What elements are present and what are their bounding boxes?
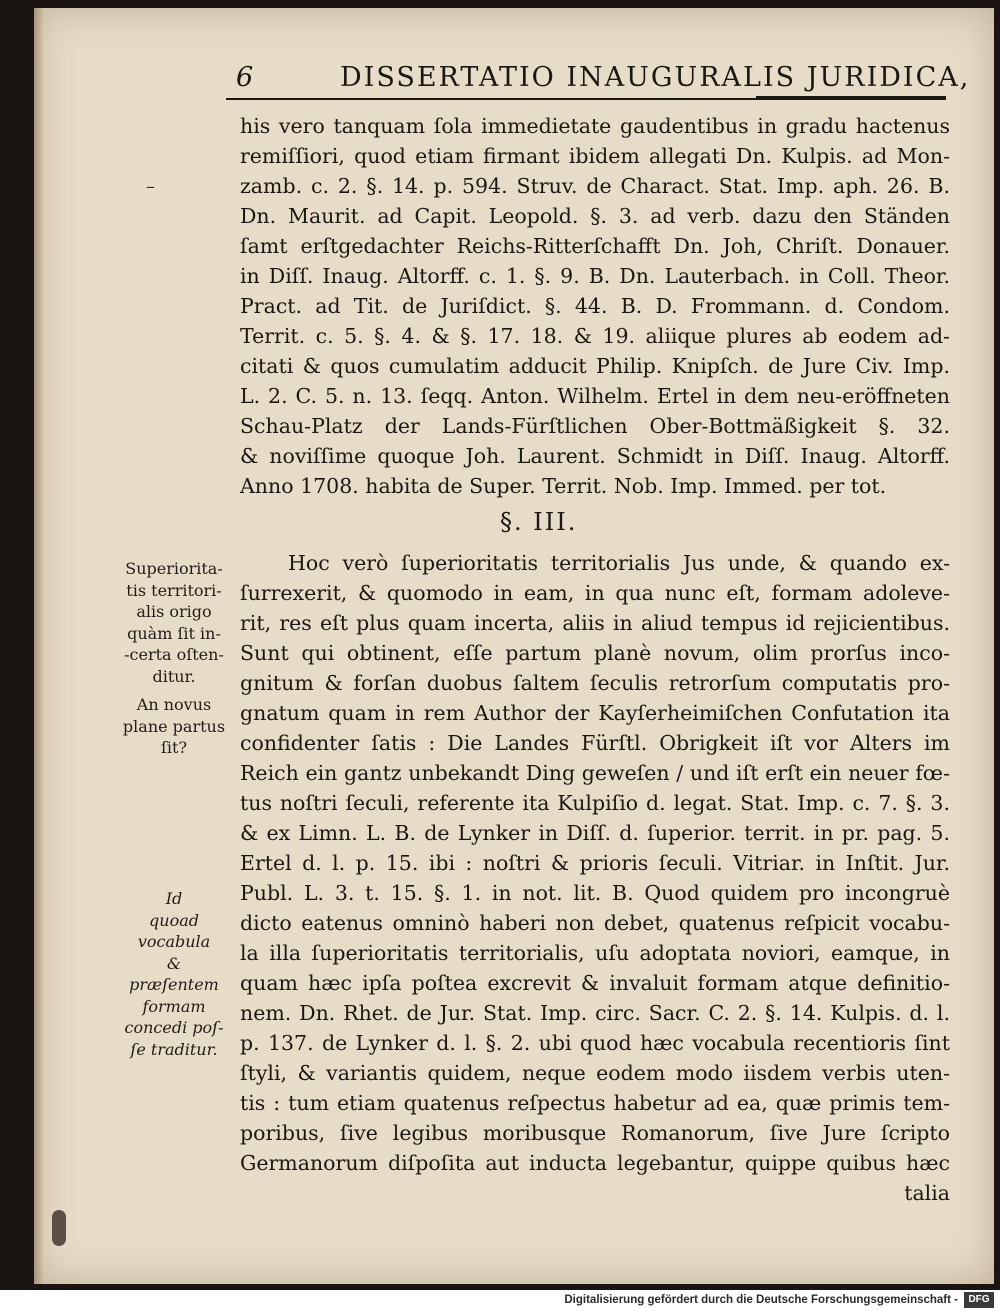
text-line: ſurrexerit, & quomodo in eam, in qua nunc eſt, formam adoleve- (240, 581, 950, 605)
text-line: L. 2. C. 5. n. 13. ſeqq. Anton. Wilhelm. Ertel in dem neu-eröffneten (240, 384, 950, 408)
text-line: rit, res eſt plus quam incerta, aliis in aliud tempus id rejicientibus. (240, 611, 950, 635)
text-line: remiſſiori, quod etiam firmant ibidem allegati Dn. Kulpis. ad Mon- (240, 144, 950, 168)
page-binding-shadow (34, 8, 44, 1284)
text-line: Territ. c. 5. §. 4. & §. 17. 18. & 19. aliique plures ab eodem ad- (240, 324, 950, 348)
text-line: & noviſſime quoque Joh. Laurent. Schmidt in Diſſ. Inaug. Altorff. (240, 444, 950, 468)
margin-note: Id quoad vocabula & præſentem formam concedi poſ- ſe traditur. (124, 889, 224, 1059)
text-line: Sunt qui obtinent, eſſe partum planè novum, olim prorſus inco- (240, 641, 950, 665)
text-line: p. 137. de Lynker d. l. §. 2. ubi quod hæc vocabula recentioris ſint (240, 1031, 950, 1055)
text-line: confidenter ſatis : Die Landes Fürſtl. Obrigkeit iſt vor Alters im (240, 731, 950, 755)
text-line: Reich ein gantz unbekandt Ding geweſen / und iſt erſt ein neuer fœ- (240, 761, 950, 785)
text-line: Hoc verò ſuperioritatis territorialis Jus unde, & quando ex- (288, 551, 950, 575)
text-line: gnatum quam in rem Author der Kayſerheimiſchen Confutation ita (240, 701, 950, 725)
text-line: Schau-Platz der Lands-Fürſtlichen Ober-Bottmäßigkeit §. 32. (240, 414, 950, 438)
margin-note: An novus plane partus ſit? (122, 695, 226, 757)
text-line: zamb. c. 2. §. 14. p. 594. Struv. de Charact. Stat. Imp. aph. 26. B. (240, 174, 950, 198)
header-rule-accent (756, 96, 946, 100)
text-line: dicto eatenus omninò haberi non debet, quatenus reſpicit vocabu- (240, 911, 950, 935)
margin-note: Superiorita- tis territori- alis origo quàm ſit in- -certa oſten- ditur. (124, 559, 224, 686)
text-line: quam hæc ipſa poſtea excrevit & invaluit formam atque definitio- (240, 971, 950, 995)
running-title: DISSERTATIO INAUGURALIS JURIDICA, (340, 62, 971, 93)
dfg-logo: DFG (964, 1292, 994, 1308)
text-line: his vero tanquam ſola immedietate gaudentibus in gradu hactenus (240, 114, 950, 138)
text-line: poribus, ſive legibus moribusque Romanorum, ſive Jure ſcripto (240, 1121, 950, 1145)
margin-dash: – (146, 176, 155, 197)
text-line: Pract. ad Tit. de Juriſdict. §. 44. B. D. Frommann. d. Condom. (240, 294, 950, 318)
page-number: 6 (236, 62, 255, 93)
section-heading: §. III. (500, 508, 578, 536)
text-line: Anno 1708. habita de Super. Territ. Nob. Imp. Immed. per tot. (240, 474, 887, 498)
text-line: ſamt erſtgedachter Reichs-Ritterſchafft Dn. Joh, Chriſt. Donauer. (240, 234, 950, 258)
text-line: gnitum & forſan duobus ſaltem ſeculis retrorſum computatis pro- (240, 671, 950, 695)
text-line: la illa ſuperioritatis territorialis, uſu adoptata noviori, eamque, in (240, 941, 950, 965)
text-line: tis : tum etiam quatenus reſpectus habetur ad ea, quæ primis tem- (240, 1091, 950, 1115)
text-line: in Diſſ. Inaug. Altorff. c. 1. §. 9. B. Dn. Lauterbach. in Coll. Theor. (240, 264, 950, 288)
text-line: & ex Limn. L. B. de Lynker in Diſſ. d. ſuperior. territ. in pr. pag. 5. (240, 821, 950, 845)
text-line: Dn. Maurit. ad Capit. Leopold. §. 3. ad verb. dazu den Ständen (240, 204, 950, 228)
text-line: tus noſtri ſeculi, referente ita Kulpiſio d. legat. Stat. Imp. c. 7. §. 3. (240, 791, 950, 815)
text-line: Publ. L. 3. t. 15. §. 1. in not. lit. B. Quod quidem pro incongruè (240, 881, 950, 905)
text-line: Germanorum diſpoſita aut inducta legebantur, quippe quibus hæc (240, 1151, 950, 1175)
text-line: nem. Dn. Rhet. de Jur. Stat. Imp. circ. Sacr. C. 2. §. 14. Kulpis. d. l. (240, 1001, 950, 1025)
digitization-credit: Digitalisierung gefördert durch die Deutsche Forschungsgemeinschaft - (564, 1294, 958, 1306)
ink-blot (52, 1210, 66, 1246)
text-line: citati & quos cumulatim adducit Philip. Knipſch. de Jure Civ. Imp. (240, 354, 950, 378)
text-line: ſtyli, & variantis quidem, neque eodem modo iisdem verbis uten- (240, 1061, 950, 1085)
catchword: talia (904, 1181, 950, 1205)
text-line: Ertel d. l. p. 15. ibi : noſtri & prioris ſeculi. Vitriar. in Inſtit. Jur. (240, 851, 950, 875)
